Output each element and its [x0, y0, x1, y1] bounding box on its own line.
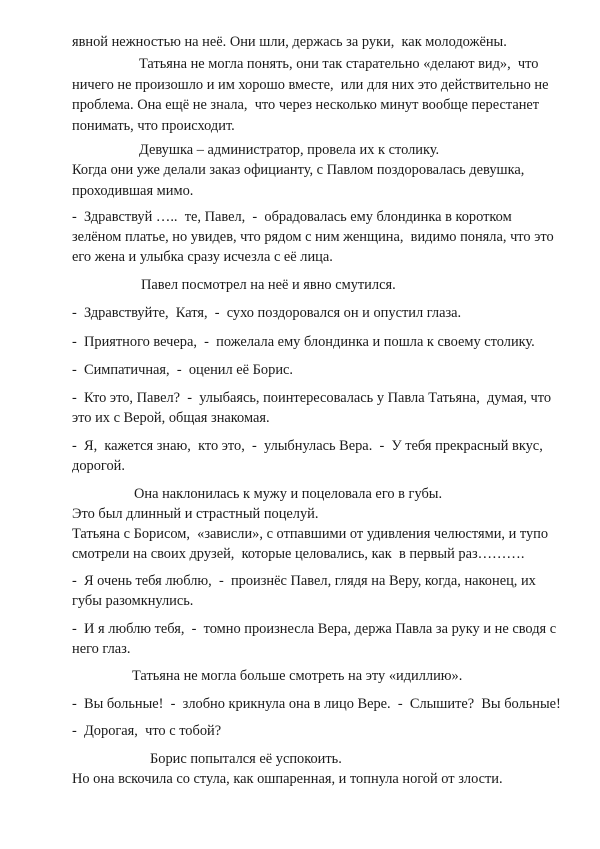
text-line: - Вы больные! - злобно крикнула она в лицо Вере. - Слышите? Вы больные!: [72, 696, 561, 712]
text-line: проходившая мимо.: [72, 183, 194, 199]
text-line: - Здравствуй ….. те, Павел, - обрадовалась ему блондинка в коротком: [72, 209, 512, 225]
text-line: него глаз.: [72, 641, 131, 657]
text-line: его жена и улыбка сразу исчезла с её лица.: [72, 249, 333, 265]
text-line: - Приятного вечера, - пожелала ему блондинка и пошла к своему столику.: [72, 334, 535, 350]
text-line: - Кто это, Павел? - улыбаясь, поинтересовалась у Павла Татьяна, думая, что: [72, 390, 552, 406]
text-line: Когда они уже делали заказ официанту, с Павлом поздоровалась девушка,: [72, 162, 525, 178]
text-line: дорогой.: [72, 458, 125, 474]
text-line: Она наклонилась к мужу и поцеловала его в губы.: [134, 486, 443, 502]
text-line: проблема. Она ещё не знала, что через несколько минут вообще перестанет: [72, 97, 540, 113]
text-line: Татьяна не могла понять, они так старательно «делают вид», что: [139, 56, 539, 72]
text-line: Татьяна не могла больше смотреть на эту «идиллию».: [132, 668, 463, 684]
text-line: - Симпатичная, - оценил её Борис.: [72, 362, 294, 378]
text-line: Это был длинный и страстный поцелуй.: [72, 506, 319, 522]
text-line: явной нежностью на неё. Они шли, держась за руки, как молодожёны.: [72, 34, 507, 50]
text-line: Татьяна с Борисом, «зависли», с отпавшими от удивления челюстями, и тупо: [72, 526, 549, 542]
text-line: ничего не произошло и им хорошо вместе, или для них это действительно не: [72, 77, 549, 93]
text-line: губы разомкнулись.: [72, 593, 194, 609]
text-line: Но она вскочила со стула, как ошпаренная, и топнула ногой от злости.: [72, 771, 503, 787]
text-line: - Здравствуйте, Катя, - сухо поздоровался он и опустил глаза.: [72, 305, 462, 321]
text-line: - Я очень тебя люблю, - произнёс Павел, глядя на Веру, когда, наконец, их: [72, 573, 536, 589]
text-line: - Я, кажется знаю, кто это, - улыбнулась Вера. - У тебя прекрасный вкус,: [72, 438, 543, 454]
text-line: Девушка – администратор, провела их к столику.: [139, 142, 440, 158]
text-line: смотрели на своих друзей, которые целовались, как в первый раз……….: [72, 546, 525, 562]
text-line: - И я люблю тебя, - томно произнесла Вера, держа Павла за руку и не сводя с: [72, 621, 557, 637]
text-line: Павел посмотрел на неё и явно смутился.: [141, 277, 396, 293]
text-line: зелёном платье, но увидев, что рядом с ним женщина, видимо поняла, что это: [72, 229, 554, 245]
text-line: понимать, что происходит.: [72, 118, 235, 134]
text-line: - Дорогая, что с тобой?: [72, 723, 222, 739]
text-line: Борис попытался её успокоить.: [150, 751, 342, 767]
text-line: это их с Верой, общая знакомая.: [72, 410, 270, 426]
